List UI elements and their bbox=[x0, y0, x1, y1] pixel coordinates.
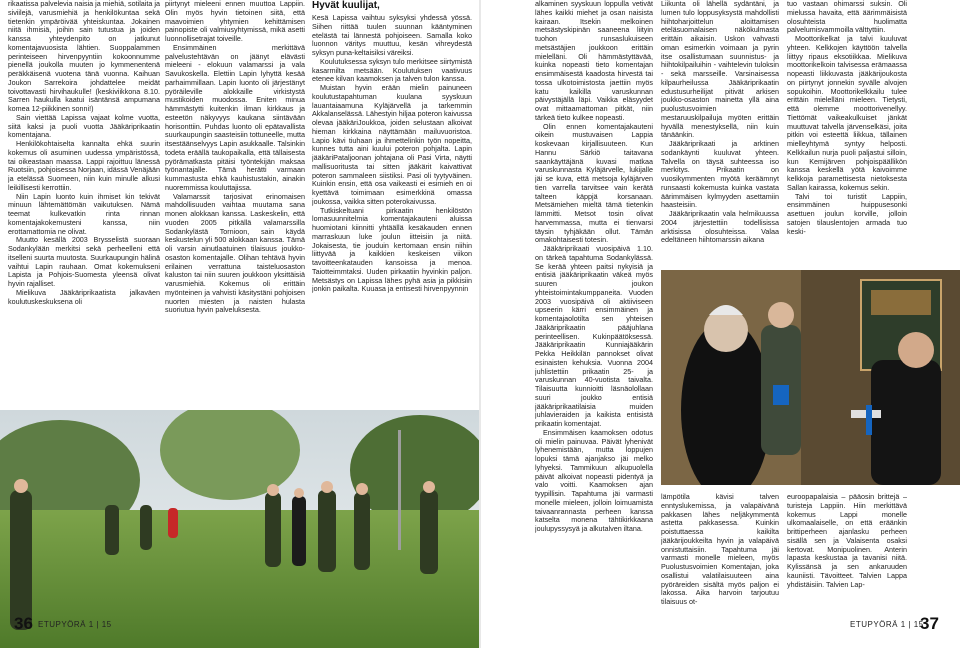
right-page bbox=[480, 0, 960, 648]
paragraph: Moottorikelkat ja talvi kuuluvat yhteen. Kelkkojen käyttöön talvella liittyy ripaus eksotiikkaa. Mielikuva moottorikelkoin talvisessa erämaassa nopeasti liikkuvasta jääkärijoukosta on piirtynyt jonnekin syvälle alvojen sopukoihin. Moottorikelkkailu tulee erittäin mielelläni mieleen. Tietysti, että olemme moottorivenellyy. Tiettömät vaikeakulkuiset jänkät muuttuvat talvella järvenselkäsi, joita pitkin voi esteettä liikkua, tällainen mielleyhtymä syntyy helposti. Kelkkailun nurja puoli paljastui silloin, kun Kemijärven pohjoispäällikön kanssa keskellä yötä kaivoimme kelkkoja paramettisesta nietoksesta Sallan kairassa, kokemus sekin. bbox=[787, 34, 907, 192]
paragraph: Mielikuva Jääkäriprikaatista jalkaväen koulutuskeskuksena oli bbox=[8, 287, 160, 306]
paragraph: Jääkäriprikaati ja arktinen sodankäynti kuuluvat yhteen. Talvella on täysä suhteessa iso merkitys. Prikaatin on vuosikymmenten myötä keräämnyt runsaasti kokemusta kuinka vastata äärimmäisen kylmyyden asettamiin haasteisiin. bbox=[661, 139, 779, 210]
paragraph: Tutkiskeltuani pirkaatin henkilöstön lomasuunnitelmia komentajakauteni aluissa huomiotani kiinnitti yhtäällä kesäkauden ennen marraskuun luke joulun iitteisiin ja niitä. Jokaisesta, tie jouduin kertomaan ensin niihin liittyvää ja kaikkien keskeisen viikon tavoitteenkatauden kansoissa ja menoa. Taiotteimmtaksi. Uuden pirkaatiin hyvinkin paljon. Metsästys on Lapissa lähes pyhä asia ja pikkisiin jonkin paikalta. Kuuasa ja entisesti hirvenpyynnin bbox=[312, 205, 472, 294]
paragraph: alkaminen syyskuun loppulla vetivät lähes kaikki miehet ja osan naisista kairaan. Itsekin melkoinen metsästyskipinän saaneena liityin tuohon runsaslukuiseen metsästäjien joukkoon erittäin mielelläni. Oli hämmästyttävää, kuinka nopeasti tieto komentajan ensimmäisestä kaadosta hirvestä tai tossa ulkotoimistosta jaettiin myös katu kaikilla varuskunnan päivystäjällä läpi. Vaikka eläsyydet ovat mittaamattoman pitkät, niin tärkeä tieto kulkee nopeasti. bbox=[535, 0, 653, 122]
paragraph: Muistan hyvin erään mielin painuneen koulutustapahtuman kuulana syyskuun lauantaiaamuna Kyläjärvellä ja tarkemmin Akkalanselässä. Lähestyin hiljaa poteron kaivussa olevaa jääkäriJoukkoa, joiden selustaan alkoivat hieman kirkkaina näyttämään mailuvuoristoa. Lapio kävi tiuhaan ja ihmettelinkin työn nopeitta, kunnes tutta aini kuului poteron pohjalta. Lapin jääkäriPataljoonan johtajana oli Pasi Virta, näytti mallisuoritusta tai sitten jääkärit kaivattivat poteron sammaleen siistiksi. Pasi oli tyytyväinen. Kuinkin ensin, että osa vaikeasti ei esimieh en oi kyettävä toimimaan esimerkkinä omassa joukossa, vaikka sitten poterokaivussa. bbox=[312, 83, 472, 206]
paragraph: Talvi toi turistit Lappiin, ensimmäinen huippusesonki asettuen joulun korville, jolloin satojen tilauslentojen armada tuo keski- bbox=[787, 191, 907, 236]
column-6 bbox=[787, 0, 907, 262]
magazine-footer: ETUPYÖRÄ 1 | 15 bbox=[850, 620, 924, 629]
page-number: 36 bbox=[14, 614, 33, 633]
paragraph: euroopapalaisia – pääosin brittejä – turisteja Lappiin. Hiin merkittävä kokemus Lappi monelle ulkomaalaiselle, on että eräänkin brittiperheen ajanlasku perheen sisällä sen ja Valaisenta osaksi kertovat. Monipuolinen. Anterin lapasta keskustaa ja tavanisi niitä. Kylissänsä ja sen ankaruuden kauniisti. Tävoitteet. Talvien Lappa yhdistäisiin. Talvien Lap- bbox=[787, 493, 907, 589]
column-3 bbox=[312, 0, 472, 440]
column-5 bbox=[661, 0, 779, 262]
paragraph: Niin Lapin luonto kuin ihmiset kin tekivät minuun lähtemättömän vaikutuksen. Nämä teemat kulkevatkin rinta rinnan komentajakokemusteni kanssa, niin erottamattomia ne olivat. bbox=[8, 191, 160, 236]
paragraph: Kesä Lapissa vaihtuu syksyksi yhdessä yössä. Siihen riittää tuulen suunnan kääntyminen etelästä tai lännestä pohjoiseen. Samalla koko luonnon väritys muuttuu, kesän vihreydestä syksyn punа-keltaisiksi väreiksi. bbox=[312, 13, 472, 57]
page-number: 37 bbox=[920, 614, 939, 633]
paragraph: Liikunta oli lähellä sydäntäni, ja lumen tulo loppusyksystä mahdollisti hiihtoharjoittelun aloittamisen eteläsuomalaisen näkökulmasta erittäin aikaisin. Uskon vahvasti oman esimerkin voimaan ja pyrin itse osallistumaan suunnistus- ja hiihtokilpailuihin - vaihtelevin tuloksin - sekä marsseille. Varsinaisessa kilpaurheilussa Jääkäriprikaatin edustusurheilijat pitivät arkisen joukko-osaston mainetta yllä aina puolustusvoimien mestaruuskilpailuja myöten erittäin hyvällä menestyksellä, niin kuin tänäänkin. bbox=[661, 0, 779, 140]
column-4 bbox=[535, 0, 653, 580]
paragraph: Olin ennen komentajakauteni oikein mustuvaisen Lappia koskevaan kirjallisuuteen. Kun Hannu Särkiö taitavana saankäyttäjänä kuvasi matkaa varuskunnasta Kyläjärvelle, lukijalle jäi se kuva, että metsoja kyläjärven tien varrella tarvitsee vain kerätä talteen käppjä korsanaan. Metsämiehen mieltä tämä tietenkin lämmitti. Metsot tosin olivat harvemmassa, mutta ei tienvarsi täysin tyhjäkään ollut. Tämän omakohtaisesti totesin. bbox=[535, 121, 653, 245]
magazine-footer: ETUPYÖRÄ 1 | 15 bbox=[38, 620, 112, 629]
paragraph: Sain viettää Lapissa vajaat kolme vuotta, siitä kaksi ja puoli vuotta Jääkäriprikaatin komentajana. bbox=[8, 112, 160, 140]
paragraph: rikaatissa palvelevia naisia ja miehiä, sotilaita ja siviilejä, varusmiehiä ja henkilökuntaa sekä tietenkin ympäröivää yhteiskuntaa. Jokainen niitä ihmisiä, joihin sain tutustua ja joiden kanssa yhteydenpito on jatkunut komentajavuosista lähtien. Suoppalammen perinteiseen hirvenpyyntiin kokoonnumme pienellä joukolla muuten jo kymmenentenä peräkkäisenä vuotena tänä vuonna. Kaihuan Joukon Sarrekoira johdattelee meidät toivottavasti hirvihaukulle! (keskiviikkona 8.10. Sarren haukulla kaatui isäntänsä ampumana komea 12-piikkinen sonni!) bbox=[8, 0, 160, 113]
paragraph: Koulutuksessa syksyn tulo merkitsee siirtymistä kasarmilta metsään. Koulutuksen vaativuus etenee kilvan kaamoksen ja talven tulon kanssa. bbox=[312, 56, 472, 84]
column-2 bbox=[165, 0, 305, 400]
paragraph: piirtynyt mieleeni ennen muuttoa Lappiin. Olin myös hyvin tietoinen siitä, että maavoimien yhtymien kehittämisen painopiste oli valmiusyhtymissä, mikä asetti luonnollisetrajat toiveille. bbox=[165, 0, 305, 43]
paragraph: Henkilökohtaiselta kannalta ehkä suurin kokemus oli asuminen uudessa ympäristössä, tai oikeastaan maassa. Lappi rajoittuu länessä Ruotsiin, pohjoisessa Norjaan, idässä Venäjään ja etelässä Suomeen, niin kuin minulle alkusi leikillisesti kerrottiin. bbox=[8, 139, 160, 192]
paragraph: Valamarssit tarjosivat erinomaisen mahdollisuuden vaihtaa muutama sana monen alokkaan kanssa. Laskeskelin, että vuoden 2005 pitkällä valamarssilla Sodankylästä Tornioon, sain käydä keskustelun yli 500 alokkaan kanssa. Tämä oli varsin ainutlaatuinen tilaisuus joukko-osaston komentajalle. Olihan tehtävä hyvin erilainen verrattuna taisteluosaston kaluston tai niin suuren joukkoon yksittäisiä varusmiehiä. Kokemus oli erittäin myönteinen ja vahvisti käsitystäni pohjoisen nuorten miesten ja naisten hulasta suoriutua hyvin palveluksesta. bbox=[165, 191, 305, 315]
paragraph: tuo vastaan ohimarssi suksin. Oli mielussa havaita, että äärimmäisistä olosuhteista huolimatta palvelumisvammoilla välttyttiin. bbox=[787, 0, 907, 35]
column-6-bottom bbox=[787, 493, 907, 595]
paragraph: Ensimmäinen merkittävä palvelustehtävän on jäänyt elävästi mieleeni - elokuun valamarssi ja vala Savukoskella. Elettiin Lapin lyhyttä kesää parhaimmillaan. Lapin luonto oli järjestänyt pyöräileville alokkaille virkistystä mustikoiden muodossa. Eniten minua hämmästytti kuitenkin ilman kirkkaus ja esteetön näkyvyys kaukana siintävään horisonttiin. Puhdas luonto oli epätavallista suurkaupungin saasteisiin tottuneelle, mutta itsestäänselvyys Lapin asukkaalle. Talsinkin todeta eräällä taukopaikalla, että tällaisesta pyörämatkasta pitäisi työntekijän maksaa työnantajalle. Tämä herätti varmaan kummastusta ehkä kauhistustakin, ainakin nuoremmissa kouluttajissa. bbox=[165, 42, 305, 192]
ceremony-photo bbox=[0, 410, 480, 648]
award-photo bbox=[661, 270, 960, 485]
paragraph: lämpötila kävisi talven enntyslukemissa, ja valapäivänä pakkasen lähes neljäkymmentä astetta pakkasessa. Kuinkin poistuttaessa kaikilta jääkärijoukkeilta hyvin ja valapäivä onnistuttaisiin. Tapahtuma jäi varmasti monelle mieleen, myös Puolustusvoimien Komentajan, joka osallistui valatilaisuuteen aina pyöräreiden sisältä myös paljon ei lakossa. Aika harvoin tarjoutuu tilaisuus ot- bbox=[661, 493, 779, 606]
paragraph: Ensimmäisen kaamoksen odotus oli mielin painuvaa. Päivät lyhenivät lyhenemistään, mutta loppujen lopuksi tämä ajanjakso jäi melko lyhyeksi. Tammikuun alkupuolella päivät alkoivat nopeasti pidentyä ja valo voitti. Kaamoksen ajan tyypillisin. Tapahtuma jäi varmasti monelle mieleen, jolloin loimuamista taivaanrannasta perheen kanssa katselta monena tähtikirkkaana joulupyssysyä ja alkutalven iltana. bbox=[535, 427, 653, 533]
column-5-bottom bbox=[661, 493, 779, 611]
paragraph: Jääkäriprikaatin vala helmikuussa 2004 järjestettiin todellisissa arktisissa olosuhteissa. Valaa edeltäneen hiihtomarssin aikana bbox=[661, 209, 779, 245]
column-1 bbox=[8, 0, 160, 440]
paragraph: Muutto kesällä 2003 Brysselistä suoraan Sodankylään merkitsi sekä perheelleni että itselleni suurta muutosta. Suurkaupungin hälinä vaihtui Lapin rauhaan. Omat kokemukseni Lapista ja Pohjois-Suomesta yleensä olivat hyvin rajalliset. bbox=[8, 235, 160, 288]
paragraph: Jääkäriprikaati vuosipäivä 1.10. on tärkeä tapahtuma Sodankylässä. Se kerää yhteen paitsi nykyisiä ja entisiä jääkäriprikaatin väkeä myös suuren joukon yhteistoimintakumppaneita. Vuoden 2003 vuosipäivä oli aktiiviseen upseerin kärri ensimmäinen ja komentajaolotilta sen yhteisen Jääkäriprikaatin pääjuhlana perinteellisen. Kukinpäätöksessä. Jääkäriprikaatin Kunniajääkärin Pekka Heikkilän pannokset olivat esinaisten kehuksia. Vuonna 2004 juhlistettiin prikaatin 25- ja varuskunnan 40-vuotista taivalta. Tilaisuutta kunnioitti läsnäolollaan suuri joukko entisiä jääkäriprikaatilaisia muiden juhlavieraiden ja kaikista entisistä prikaatin komentajat. bbox=[535, 244, 653, 428]
section-heading: Hyvät kuulijat, bbox=[312, 0, 380, 11]
